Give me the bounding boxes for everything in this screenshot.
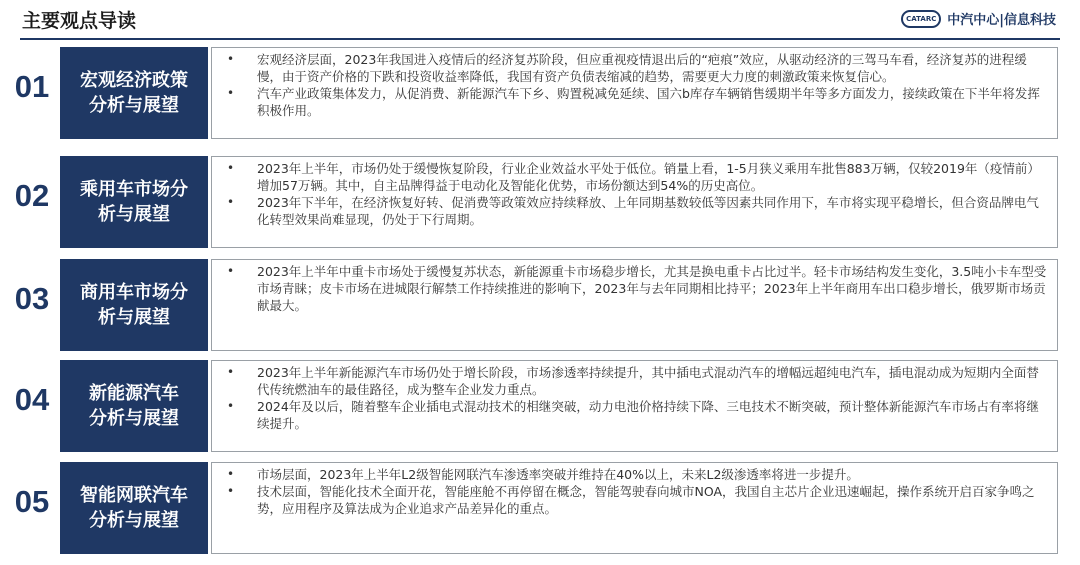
bullet-icon: •	[227, 264, 235, 278]
bullet-text: 2023年上半年，市场仍处于缓慢恢复阶段，行业企业效益水平处于低位。销量上看，1-5月狭义乘用车批售883万辆，仅较2019年（疫情前）增加57万辆。其中，自主品牌得益于电动化及智能化优势，市场份额达到54%的历史高位。	[257, 161, 1040, 193]
catarc-logo: CATARC	[901, 10, 941, 28]
bullet-icon: •	[227, 52, 235, 66]
section-number: 04	[14, 382, 50, 417]
section-row-05	[0, 462, 1080, 554]
section-label-line2: 分析与展望	[89, 510, 179, 531]
section-label	[60, 156, 208, 248]
section-label-line1: 乘用车市场分	[80, 179, 188, 200]
section-label-line1: 宏观经济政策	[80, 70, 188, 91]
bullet-item	[220, 160, 1049, 194]
bullet-text: 2023年上半年中重卡市场处于缓慢复苏状态，新能源重卡市场稳步增长，尤其是换电重卡占比过半。轻卡市场结构发生变化，3.5吨小卡车型受市场青睐；皮卡市场在进城限行解禁工作持续推进的影响下，2023年与去年同期相比持平；2023年上半年商用车出口稳步增长，俄罗斯市场贡献最大。	[257, 264, 1047, 313]
bullet-list	[220, 160, 1049, 228]
section-label	[60, 47, 208, 139]
bullet-text: 2023年下半年，在经济恢复好转、促消费等政策效应持续释放、上年同期基数较低等因素共同作用下，车市将实现平稳增长，但合资品牌电气化转型效果尚难显现，仍处于下行周期。	[257, 195, 1039, 227]
section-label	[60, 462, 208, 554]
bullet-item	[220, 194, 1049, 228]
bullet-text: 汽车产业政策集体发力，从促消费、新能源汽车下乡、购置税减免延续、国六b库存车辆销售缓期半年等多方面发力，接续政策在下半年将发挥积极作用。	[257, 86, 1040, 118]
bullet-item	[220, 398, 1049, 432]
section-label-line1: 新能源汽车	[89, 383, 179, 404]
section-label	[60, 259, 208, 351]
bullet-text: 市场层面，2023年上半年L2级智能网联汽车渗透率突破并维持在40%以上，未来L2级渗透率将进一步提升。	[257, 467, 859, 482]
section-row-03	[0, 259, 1080, 351]
bullet-list	[220, 364, 1049, 432]
section-content	[211, 462, 1058, 554]
section-number: 01	[14, 69, 50, 104]
section-label-line1: 商用车市场分	[80, 282, 188, 303]
section-label-line2: 分析与展望	[89, 408, 179, 429]
bullet-list	[220, 466, 1049, 517]
bullet-item	[220, 85, 1049, 119]
bullet-item	[220, 51, 1049, 85]
bullet-item	[220, 483, 1049, 517]
section-row-04	[0, 360, 1080, 452]
bullet-icon: •	[227, 467, 235, 481]
section-label-line2: 分析与展望	[89, 95, 179, 116]
bullet-text: 2023年上半年新能源汽车市场仍处于增长阶段，市场渗透率持续提升，其中插电式混动汽车的增幅远超纯电汽车，插电混动成为短期内全面替代传统燃油车的最佳路径，成为整车企业发力重点。	[257, 365, 1039, 397]
section-content	[211, 156, 1058, 248]
section-number: 03	[14, 281, 50, 316]
brand-text: 中汽中心|信息科技	[947, 13, 1056, 28]
section-content	[211, 360, 1058, 452]
bullet-list	[220, 51, 1049, 119]
section-number: 05	[14, 484, 50, 519]
section-row-01	[0, 47, 1080, 139]
bullet-item	[220, 466, 1049, 483]
brand	[901, 9, 1056, 28]
bullet-item	[220, 263, 1049, 314]
section-label-line2: 析与展望	[98, 307, 170, 328]
bullet-icon: •	[227, 399, 235, 413]
section-number: 02	[14, 178, 50, 213]
bullet-text: 宏观经济层面，2023年我国进入疫情后的经济复苏阶段，但应重视疫情退出后的“疤痕”效应，从驱动经济的三驾马车看，经济复苏的进程缓慢，由于资产价格的下跌和投资收益率降低，我国有资产负债表缩减的趋势，需要更大力度的刺激政策来恢复信心。	[257, 52, 1027, 84]
page-title: 主要观点导读	[22, 10, 137, 32]
bullet-text: 技术层面，智能化技术全面开花，智能座舱不再停留在概念，智能驾驶春向城市NOA，我国自主芯片企业迅速崛起，操作系统开启百家争鸣之势，应用程序及算法成为企业追求产品差异化的重点。	[257, 484, 1035, 516]
section-label	[60, 360, 208, 452]
header-divider	[20, 38, 1060, 40]
bullet-text: 2024年及以后，随着整车企业插电式混动技术的相继突破，动力电池价格持续下降、三电技术不断突破，预计整体新能源汽车市场占有率将继续提升。	[257, 399, 1039, 431]
bullet-icon: •	[227, 484, 235, 498]
bullet-item	[220, 364, 1049, 398]
section-label-line2: 析与展望	[98, 204, 170, 225]
bullet-icon: •	[227, 86, 235, 100]
section-label-line1: 智能网联汽车	[80, 485, 188, 506]
bullet-list	[220, 263, 1049, 314]
bullet-icon: •	[227, 365, 235, 379]
section-row-02	[0, 156, 1080, 248]
bullet-icon: •	[227, 161, 235, 175]
bullet-icon: •	[227, 195, 235, 209]
section-content	[211, 259, 1058, 351]
section-content	[211, 47, 1058, 139]
